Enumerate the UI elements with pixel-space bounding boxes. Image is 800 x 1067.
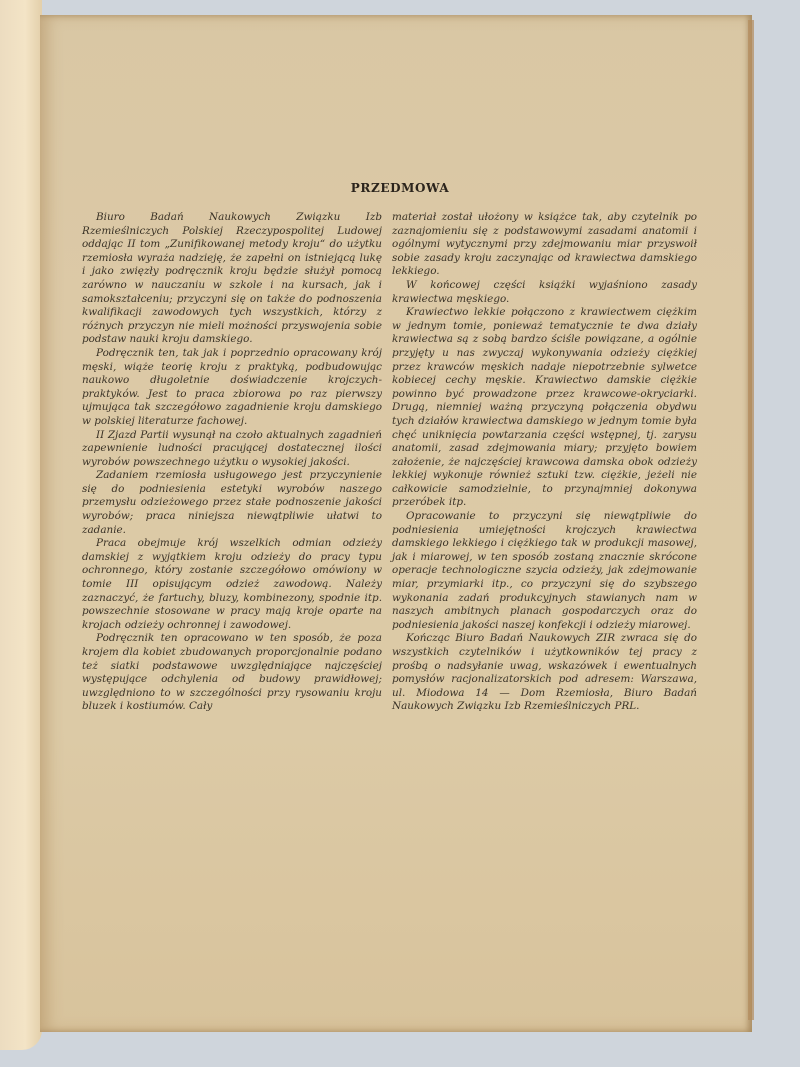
page-edge [748,20,754,1020]
paragraph: Podręcznik ten opracowano w ten sposób, że poza krojem dla kobiet zbudowanych proporcjonalnie podano też siatki podstawowe uwzględniające najczęściej występujące odchylenia od budowy prawidłowej; uwzględniono to w szczególności przy rysowaniu kroju bluzek i kostiumów. Cały [82,632,382,713]
paragraph: W końcowej części książki wyjaśniono zasady krawiectwa męskiego. [392,278,697,305]
paragraph: II Zjazd Partii wysunął na czoło aktualnych zagadnień zapewnienie ludności pracującej dostatecznej ilości wyrobów powszechnego użytku o wysokiej jakości. [82,428,382,468]
previous-page-edge [0,0,42,1050]
paragraph: Biuro Badań Naukowych Związku Izb Rzemieślniczych Polskiej Rzeczypospolitej Ludowej oddając II tom „Zunifikowanej metody kroju“ do użytku rzemiosła wyraża nadzieję, że zapełni on istniejącą lukę i jako zwięzły podręcznik kroju będzie służył pomocą zarówno w nauczaniu w szkole i na kursach, jak i samokształceniu; przyczyni się on także do podnoszenia kwalifikacji zawodowych tych wszystkich, którzy z różnych przyczyn nie mieli możności przyswojenia sobie podstaw nauki kroju damskiego. [82,211,382,346]
right-column [392,211,697,714]
paragraph: Podręcznik ten, tak jak i poprzednio opracowany krój męski, wiąże teorię kroju z praktyką, podbudowując naukowo długoletnie doświadczenie krojczych-praktyków. Jest to praca zbiorowa po raz pierwszy ujmująca tak szczegółowo zagadnienie kroju damskiego w polskiej literaturze fachowej. [82,346,382,427]
paragraph: Opracowanie to przyczyni się niewątpliwie do podniesienia umiejętności krojczych krawiectwa damskiego lekkiego i ciężkiego tak w produkcji masowej, jak i miarowej, w ten sposób zostaną znacznie skrócone operacje technologiczne szycia odzieży, jak zdejmowanie miar, przymiarki itp., co przyczyni się do szybszego wykonania zadań produkcyjnych stawianych nam w naszych ambitnych planach gospodarczych oraz do podniesienia jakości naszej konfekcji i odzieży miarowej. [392,510,697,631]
paragraph: Praca obejmuje krój wszelkich odmian odzieży damskiej z wyjątkiem kroju odzieży do pracy typu ochronnego, który zostanie szczegółowo omówiony w tomie III opisującym odzież zawodową. Należy zaznaczyć, że fartuchy, bluzy, kombinezony, spodnie itp. powszechnie stosowane w pracy mają kroje oparte na krojach odzieży ochronnej i zawodowej. [82,537,382,631]
page-title: PRZEDMOWA [350,181,450,195]
paragraph: materiał został ułożony w książce tak, aby czytelnik po zaznajomieniu się z podstawowymi zasadami anatomii i ogólnymi wytycznymi przy zdejmowaniu miar przyswoił sobie zasady kroju zaczynając od krawiectwa damskiego lekkiego. [392,211,697,278]
paragraph: Krawiectwo lekkie połączono z krawiectwem ciężkim w jednym tomie, ponieważ tematycznie te dwa działy krawiectwa są z sobą bardzo ściśle powiązane, a ogólnie przyjęty u nas zwyczaj wykonywania odzieży ciężkiej przez krawców męskich nadaje niepotrzebnie sylwetce kobiecej cechy męskie. Krawiectwo damskie ciężkie powinno być prowadzone przez krawcowe-okryciarki. Drugą, niemniej ważną przyczyną połączenia obydwu tych działów krawiectwa damskiego w jednym tomie była chęć uniknięcia powtarzania części wstępnej, tj. zarysu anatomii, zasad zdejmowania miary; przyjęto bowiem założenie, że najczęściej krawcowa damska obok odzieży lekkiej wykonuje również sztuki tzw. ciężkie, jeżeli nie całkowicie samodzielnie, to przynajmniej dokonywa przeróbek itp. [392,306,697,509]
left-column [82,211,382,714]
paragraph: Kończąc Biuro Badań Naukowych ZIR zwraca się do wszystkich czytelników i użytkowników tej pracy z prośbą o nadsyłanie uwag, wskazówek i ewentualnych pomysłów racjonalizatorskich pod adresem: Warszawa, ul. Miodowa 14 — Dom Rzemiosła, Biuro Badań Naukowych Związku Izb Rzemieślniczych PRL. [392,632,697,713]
paragraph: Zadaniem rzemiosła usługowego jest przyczynienie się do podniesienia estetyki wyrobów naszego przemysłu odzieżowego przez stałe podnoszenie jakości wyrobów; praca niniejsza niewątpliwie ułatwi to zadanie. [82,469,382,536]
